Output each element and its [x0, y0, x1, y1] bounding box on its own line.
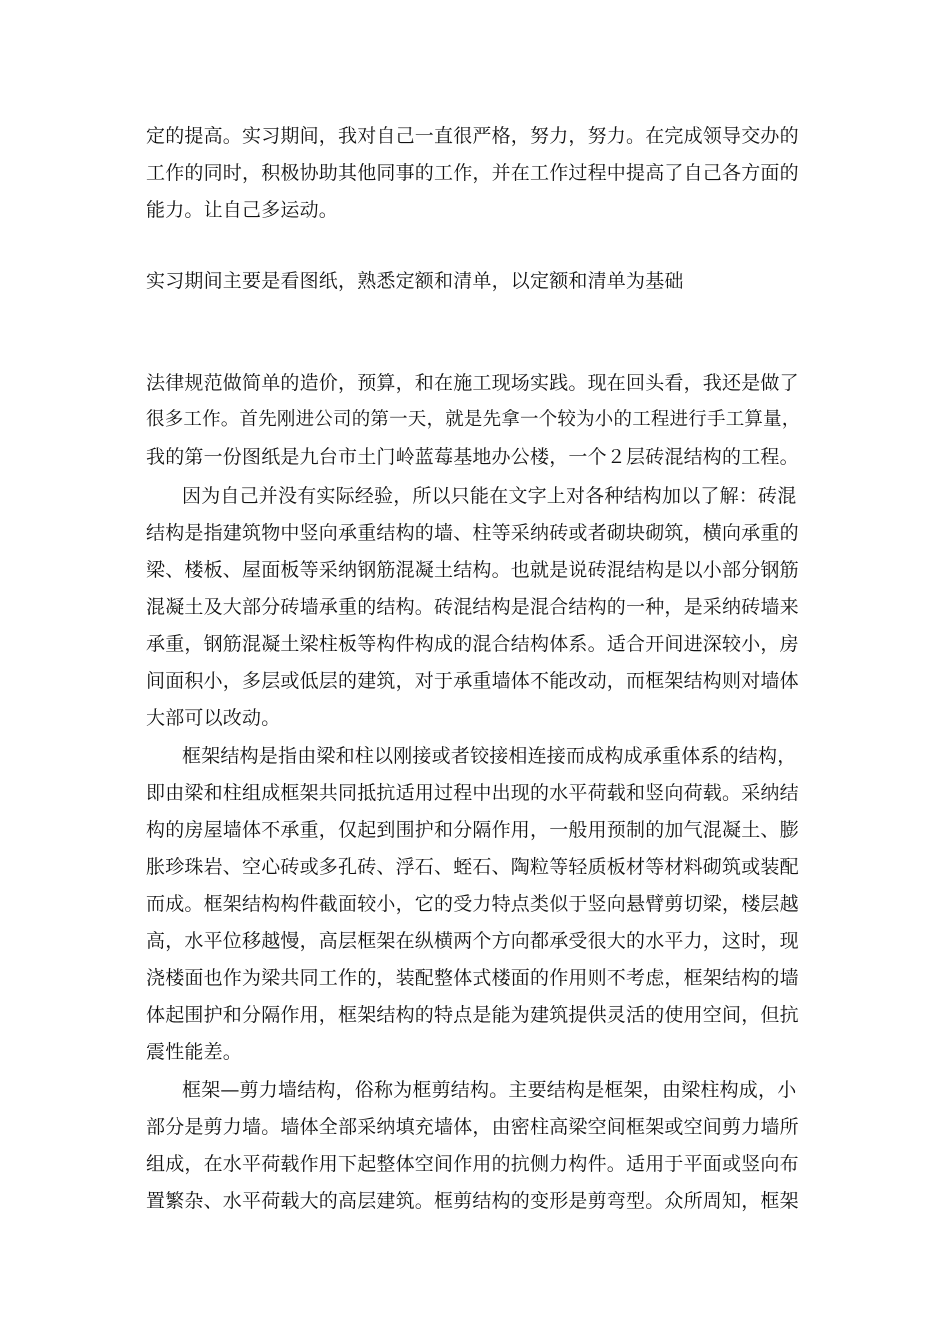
paragraph-first-line: 框架—剪力墙结构，俗称为框剪结构。主要结构是框架，由梁柱构成，小 — [182, 1079, 797, 1101]
text-line: 我的第一份图纸是九台市土门岭蓝莓基地办公楼，一个２层砖混结构的工程。 — [146, 446, 799, 468]
text-line: 置繁杂、水平荷载大的高层建筑。框剪结构的变形是剪弯型。众所周知，框架 — [146, 1190, 799, 1212]
text-line: 浇楼面也作为梁共同工作的，装配整体式楼面的作用则不考虑，框架结构的墙 — [146, 967, 799, 989]
text-line: 大部可以改动。 — [146, 707, 281, 729]
text-line: 构的房屋墙体不承重，仅起到围护和分隔作用，一般用预制的加气混凝土、膨 — [146, 819, 799, 841]
text-line: 即由梁和柱组成框架共同抵抗适用过程中出现的水平荷载和竖向荷载。采纳结 — [146, 782, 799, 804]
text-line: 实习期间主要是看图纸，熟悉定额和清单，以定额和清单为基础 — [146, 270, 684, 292]
text-line: 梁、楼板、屋面板等采纳钢筋混凝土结构。也就是说砖混结构是以小部分钢筋 — [146, 559, 799, 581]
text-line: 间面积小，多层或低层的建筑，对于承重墙体不能改动，而框架结构则对墙体 — [146, 670, 799, 692]
text-line: 而成。框架结构构件截面较小，它的受力特点类似于竖向悬臂剪切梁，楼层越 — [146, 893, 799, 915]
text-line: 承重，钢筋混凝土梁柱板等构件构成的混合结构体系。适合开间进深较小，房 — [146, 633, 799, 655]
text-line: 工作的同时，积极协助其他同事的工作，并在工作过程中提高了自己各方面的 — [146, 162, 799, 184]
paragraph-first-line: 框架结构是指由梁和柱以刚接或者铰接相连接而成构成承重体系的结构， — [182, 745, 797, 767]
text-line: 胀珍珠岩、空心砖或多孔砖、浮石、蛭石、陶粒等轻质板材等材料砌筑或装配 — [146, 856, 799, 878]
text-line: 体起围护和分隔作用，框架结构的特点是能为建筑提供灵活的使用空间，但抗 — [146, 1004, 799, 1026]
text-line: 结构是指建筑物中竖向承重结构的墙、柱等采纳砖或者砌块砌筑，横向承重的 — [146, 522, 799, 544]
text-line: 部分是剪力墙。墙体全部采纳填充墙体，由密柱高梁空间框架或空间剪力墙所 — [146, 1116, 799, 1138]
text-line: 法律规范做简单的造价，预算，和在施工现场实践。现在回头看，我还是做了 — [146, 372, 799, 394]
text-line: 高，水平位移越慢，高层框架在纵横两个方向都承受很大的水平力，这时，现 — [146, 930, 799, 952]
text-line: 震性能差。 — [146, 1041, 243, 1063]
text-line: 定的提高。实习期间，我对自己一直很严格，努力，努力。在完成领导交办的 — [146, 125, 799, 147]
text-line: 组成，在水平荷载作用下起整体空间作用的抗侧力构件。适用于平面或竖向布 — [146, 1153, 799, 1175]
text-line: 很多工作。首先刚进公司的第一天，就是先拿一个较为小的工程进行手工算量， — [146, 409, 801, 430]
paragraph-first-line: 因为自己并没有实际经验，所以只能在文字上对各种结构加以了解：砖混 — [182, 485, 797, 507]
text-line: 混凝土及大部分砖墙承重的结构。砖混结构是混合结构的一种，是采纳砖墙来 — [146, 596, 799, 618]
text-line: 能力。让自己多运动。 — [146, 199, 339, 221]
